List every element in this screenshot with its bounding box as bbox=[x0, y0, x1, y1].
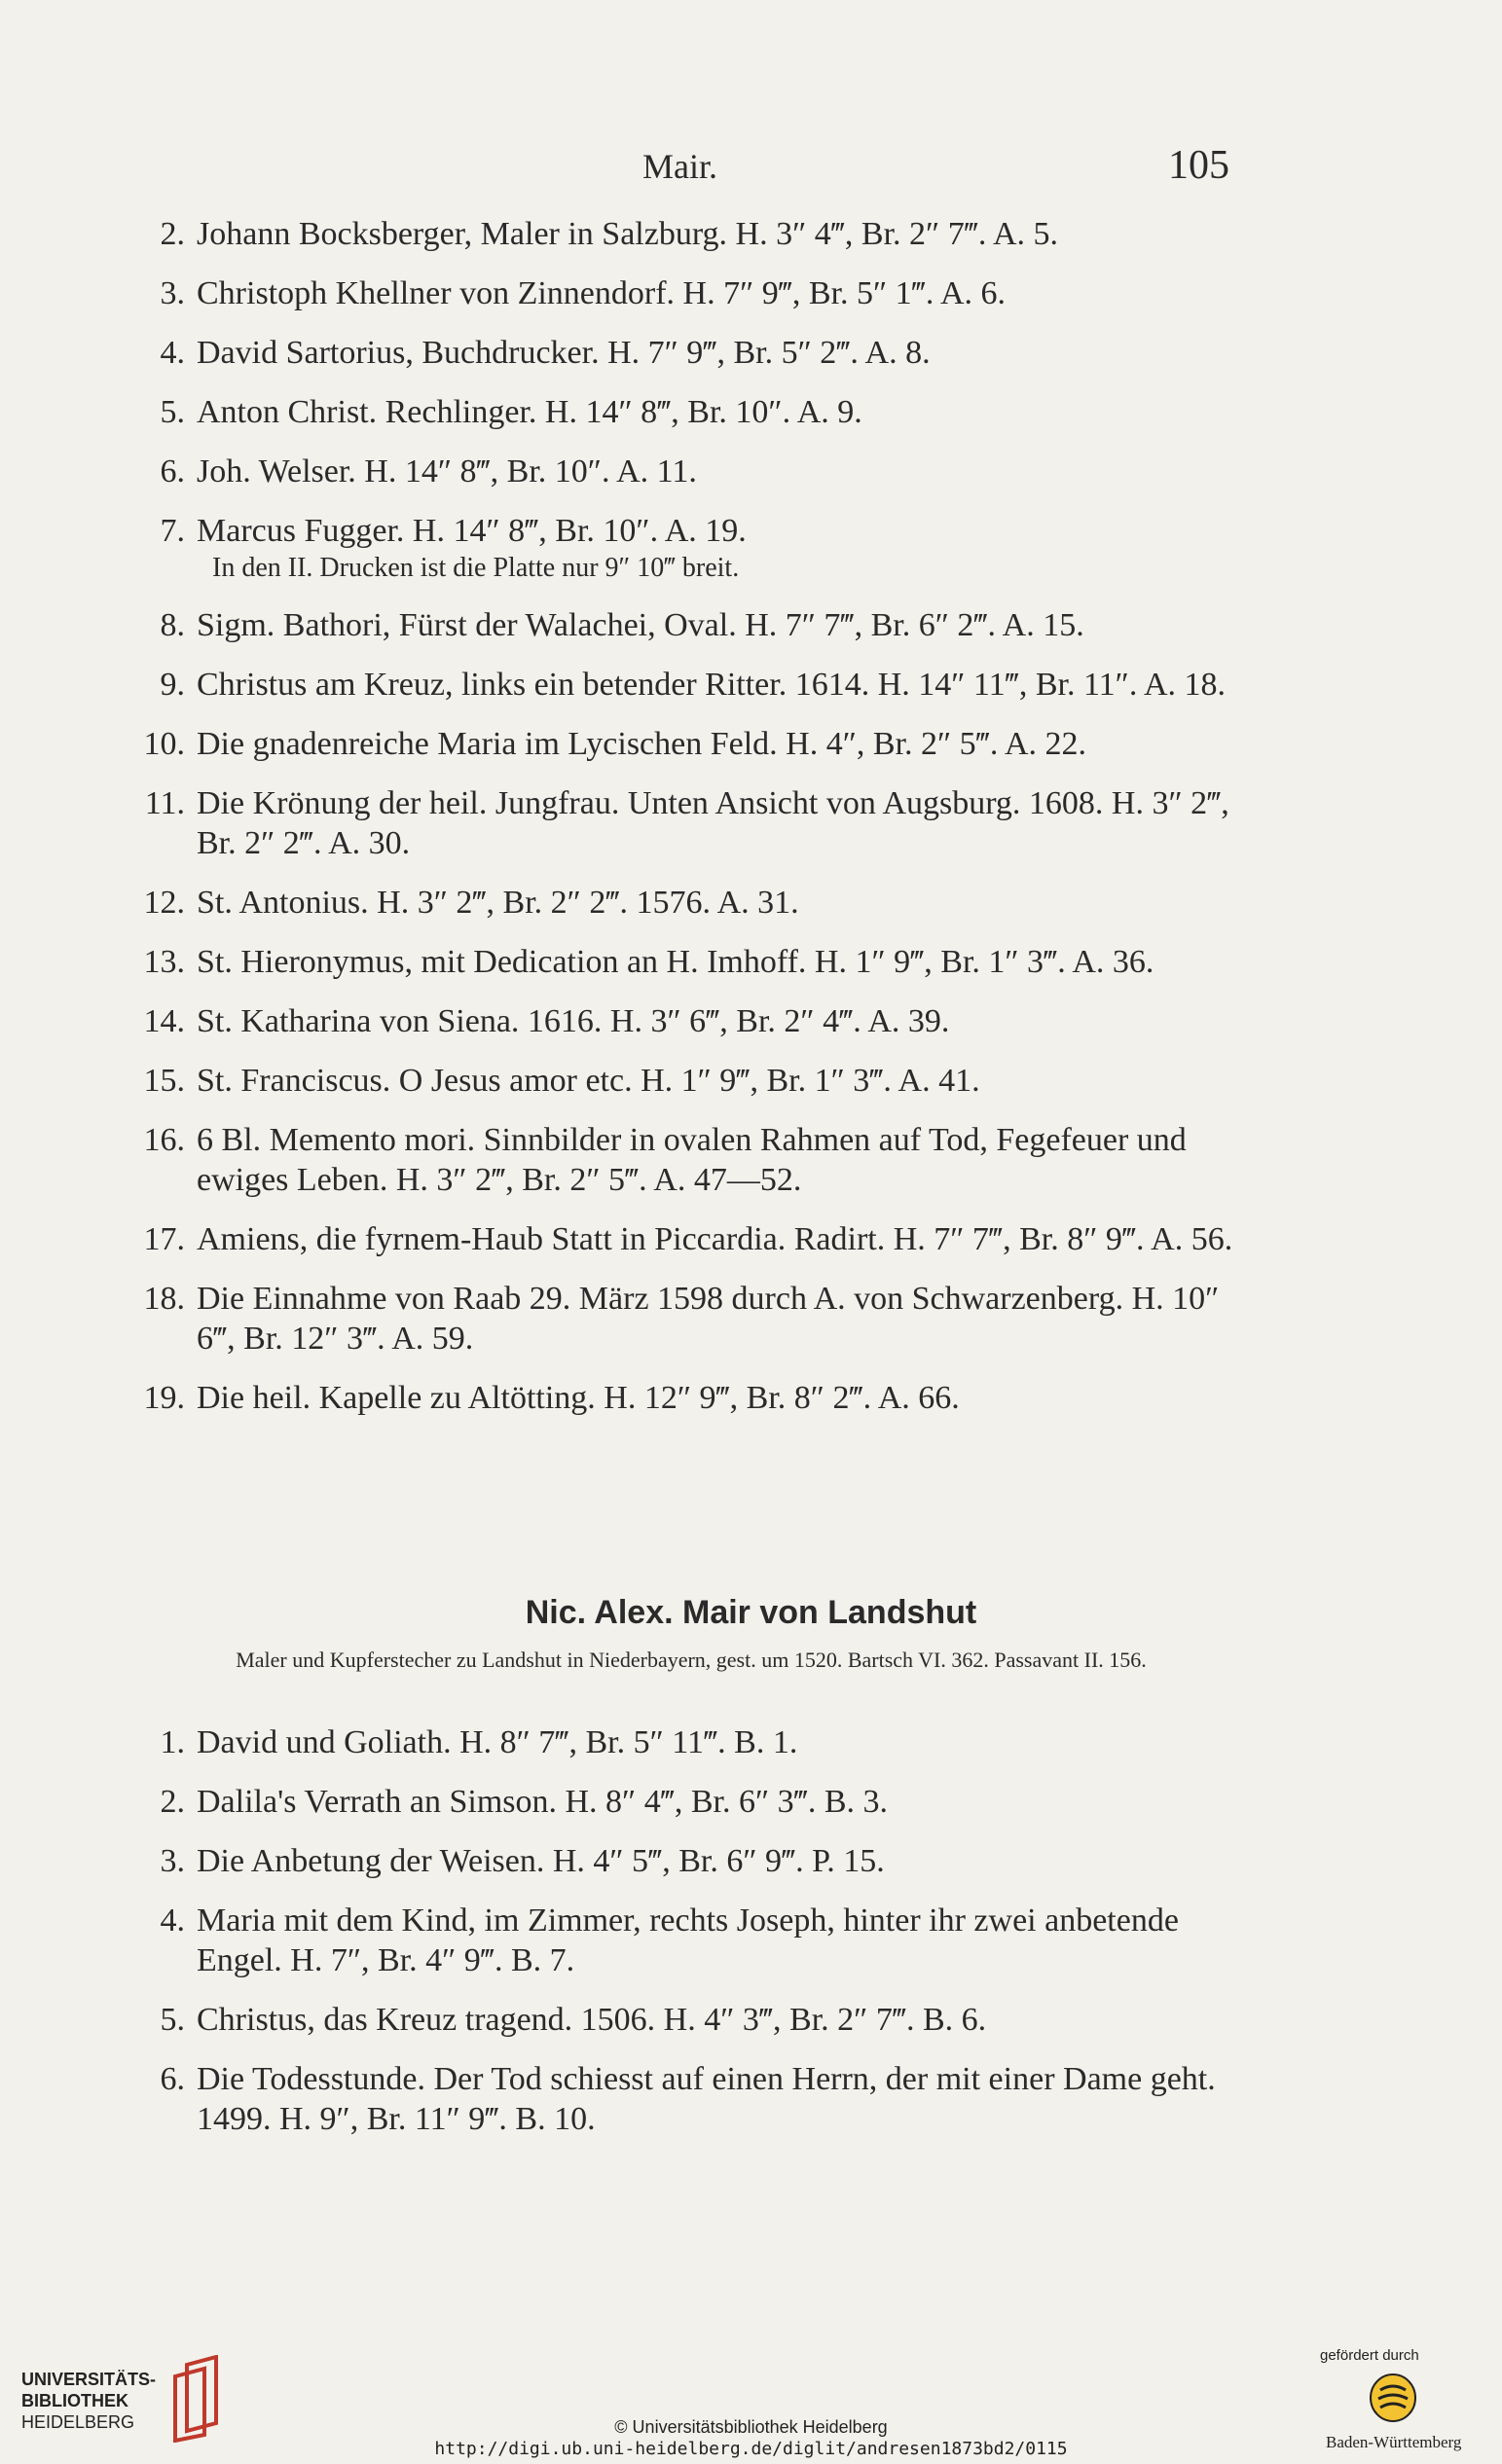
entry-text: Johann Bocksberger, Maler in Salzburg. H. 3″ 4‴, Br. 2″ 7‴. A. 5. bbox=[197, 216, 1059, 252]
list-item bbox=[136, 1901, 1236, 1980]
list-item bbox=[136, 665, 1236, 705]
list-item bbox=[136, 1001, 1236, 1041]
list-item bbox=[136, 1782, 1236, 1822]
list-item bbox=[136, 333, 1236, 373]
entry-number: 18. bbox=[143, 1281, 185, 1317]
permalink-url[interactable]: http://digi.ub.uni-heidelberg.de/diglit/andresen1873bd2/0115 bbox=[434, 2439, 1068, 2459]
entry-number: 4. bbox=[160, 335, 185, 371]
entry-number: 5. bbox=[160, 394, 185, 430]
entry-number: 6. bbox=[160, 2061, 185, 2097]
list-item bbox=[136, 1378, 1236, 1418]
list-item bbox=[136, 724, 1236, 764]
entry-number: 8. bbox=[160, 607, 185, 643]
entry-text: Die gnadenreiche Maria im Lycischen Feld. H. 4″, Br. 2″ 5‴. A. 22. bbox=[197, 726, 1087, 762]
entries-list-top bbox=[136, 214, 1236, 1437]
list-item bbox=[136, 392, 1236, 432]
entry-text: St. Hieronymus, mit Dedication an H. Imhoff. H. 1″ 9‴, Br. 1″ 3‴. A. 36. bbox=[197, 944, 1154, 980]
list-item bbox=[136, 942, 1236, 982]
list-item bbox=[136, 452, 1236, 491]
list-item bbox=[136, 1279, 1236, 1359]
entry-text: Die Anbetung der Weisen. H. 4″ 5‴, Br. 6″ 9‴. P. 15. bbox=[197, 1843, 885, 1879]
entry-text: Anton Christ. Rechlinger. H. 14″ 8‴, Br. 10″. A. 9. bbox=[197, 394, 862, 430]
entry-text: St. Antonius. H. 3″ 2‴, Br. 2″ 2‴. 1576. A. 31. bbox=[197, 885, 799, 921]
entry-text: Die Einnahme von Raab 29. März 1598 durch A. von Schwarzenberg. H. 10″ 6‴, Br. 12″ 3‴. A. 59. bbox=[197, 1281, 1220, 1357]
entry-text: Christus, das Kreuz tragend. 1506. H. 4″ 3‴, Br. 2″ 7‴. B. 6. bbox=[197, 2002, 987, 2038]
entry-number: 1. bbox=[160, 1724, 185, 1760]
copyright-notice: © Universitätsbibliothek Heidelberg bbox=[614, 2417, 888, 2437]
running-head-title: Mair. bbox=[642, 147, 717, 186]
list-item bbox=[136, 511, 1236, 586]
entries-list-bottom bbox=[136, 1722, 1236, 2158]
entry-text: Amiens, die fyrnem-Haub Statt in Piccardia. Radirt. H. 7″ 7‴, Br. 8″ 9‴. A. 56. bbox=[197, 1221, 1233, 1257]
list-item bbox=[136, 214, 1236, 254]
entry-text: Die Krönung der heil. Jungfrau. Unten Ansicht von Augsburg. 1608. H. 3″ 2‴, Br. 2″ 2‴. A. 30. bbox=[197, 785, 1229, 861]
list-item bbox=[136, 1722, 1236, 1762]
entry-text: Maria mit dem Kind, im Zimmer, rechts Joseph, hinter ihr zwei anbetende Engel. H. 7″, Br. 4″ 9‴. B. 7. bbox=[197, 1902, 1179, 1978]
list-item bbox=[136, 883, 1236, 923]
entry-number: 4. bbox=[160, 1902, 185, 1939]
list-item bbox=[136, 2059, 1236, 2139]
list-item bbox=[136, 1061, 1236, 1101]
entry-text: Dalila's Verrath an Simson. H. 8″ 4‴, Br. 6″ 3‴. B. 3. bbox=[197, 1784, 888, 1820]
entry-number: 5. bbox=[160, 2002, 185, 2038]
entry-number: 13. bbox=[143, 944, 185, 980]
page-number: 105 bbox=[1168, 143, 1229, 188]
list-item bbox=[136, 2000, 1236, 2040]
entry-number: 12. bbox=[143, 885, 185, 921]
entry-number: 7. bbox=[160, 513, 185, 549]
entry-text: David Sartorius, Buchdrucker. H. 7″ 9‴, Br. 5″ 2‴. A. 8. bbox=[197, 335, 931, 371]
entry-text: Christoph Khellner von Zinnendorf. H. 7″ 9‴, Br. 5″ 1‴. A. 6. bbox=[197, 275, 1007, 311]
entry-text: Christus am Kreuz, links ein betender Ritter. 1614. H. 14″ 11‴, Br. 11″. A. 18. bbox=[197, 667, 1227, 703]
list-item bbox=[136, 1120, 1236, 1200]
list-item bbox=[136, 1841, 1236, 1881]
library-line-2: BIBLIOTHEK bbox=[21, 2391, 128, 2410]
entry-text: Die heil. Kapelle zu Altötting. H. 12″ 9‴, Br. 8″ 2‴. A. 66. bbox=[197, 1380, 960, 1416]
entry-text: Sigm. Bathori, Fürst der Walachei, Oval. H. 7″ 7‴, Br. 6″ 2‴. A. 15. bbox=[197, 607, 1084, 643]
entry-number: 2. bbox=[160, 1784, 185, 1820]
entry-number: 17. bbox=[143, 1221, 185, 1257]
entry-number: 14. bbox=[143, 1003, 185, 1039]
entry-number: 19. bbox=[143, 1380, 185, 1416]
list-item bbox=[136, 1219, 1236, 1259]
entry-number: 2. bbox=[160, 216, 185, 252]
section-subtitle: Maler und Kupferstecher zu Landshut in Niederbayern, gest. um 1520. Bartsch VI. 362. Passavant II. 156. bbox=[236, 1648, 1147, 1672]
library-line-1: UNIVERSITÄTS- bbox=[21, 2370, 157, 2389]
entry-text: St. Katharina von Siena. 1616. H. 3″ 6‴, Br. 2″ 4‴. A. 39. bbox=[197, 1003, 950, 1039]
library-line-3: HEIDELBERG bbox=[21, 2412, 135, 2432]
funder-name: Baden-Württemberg bbox=[1326, 2433, 1462, 2451]
entry-note: In den II. Drucken ist die Platte nur 9″ 10‴ breit. bbox=[212, 553, 740, 583]
entry-number: 9. bbox=[160, 667, 185, 703]
entry-number: 3. bbox=[160, 275, 185, 311]
list-item bbox=[136, 605, 1236, 645]
entry-text: St. Franciscus. O Jesus amor etc. H. 1″ 9‴, Br. 1″ 3‴. A. 41. bbox=[197, 1063, 980, 1099]
funded-by-label: gefördert durch bbox=[1320, 2347, 1419, 2364]
entry-text: David und Goliath. H. 8″ 7‴, Br. 5″ 11‴. B. 1. bbox=[197, 1724, 798, 1760]
entry-number: 10. bbox=[143, 726, 185, 762]
entry-number: 11. bbox=[144, 785, 185, 821]
entry-number: 6. bbox=[160, 453, 185, 489]
state-seal-icon bbox=[1369, 2373, 1417, 2423]
entry-text: Joh. Welser. H. 14″ 8‴, Br. 10″. A. 11. bbox=[197, 453, 697, 489]
entry-number: 16. bbox=[143, 1122, 185, 1158]
entry-text: Die Todesstunde. Der Tod schiesst auf einen Herrn, der mit einer Dame geht. 1499. H. 9″, Br. 11″ 9‴. B. 10. bbox=[197, 2061, 1216, 2137]
entry-text: 6 Bl. Memento mori. Sinnbilder in ovalen Rahmen auf Tod, Fegefeuer und ewiges Leben. H. 3″ 2‴, Br. 2″ 5‴. A. 47—52. bbox=[197, 1122, 1187, 1198]
list-item bbox=[136, 783, 1236, 863]
entry-text: Marcus Fugger. H. 14″ 8‴, Br. 10″. A. 19. bbox=[197, 513, 747, 549]
entry-number: 15. bbox=[143, 1063, 185, 1099]
entry-number: 3. bbox=[160, 1843, 185, 1879]
list-item bbox=[136, 273, 1236, 313]
section-heading: Nic. Alex. Mair von Landshut bbox=[525, 1594, 977, 1631]
